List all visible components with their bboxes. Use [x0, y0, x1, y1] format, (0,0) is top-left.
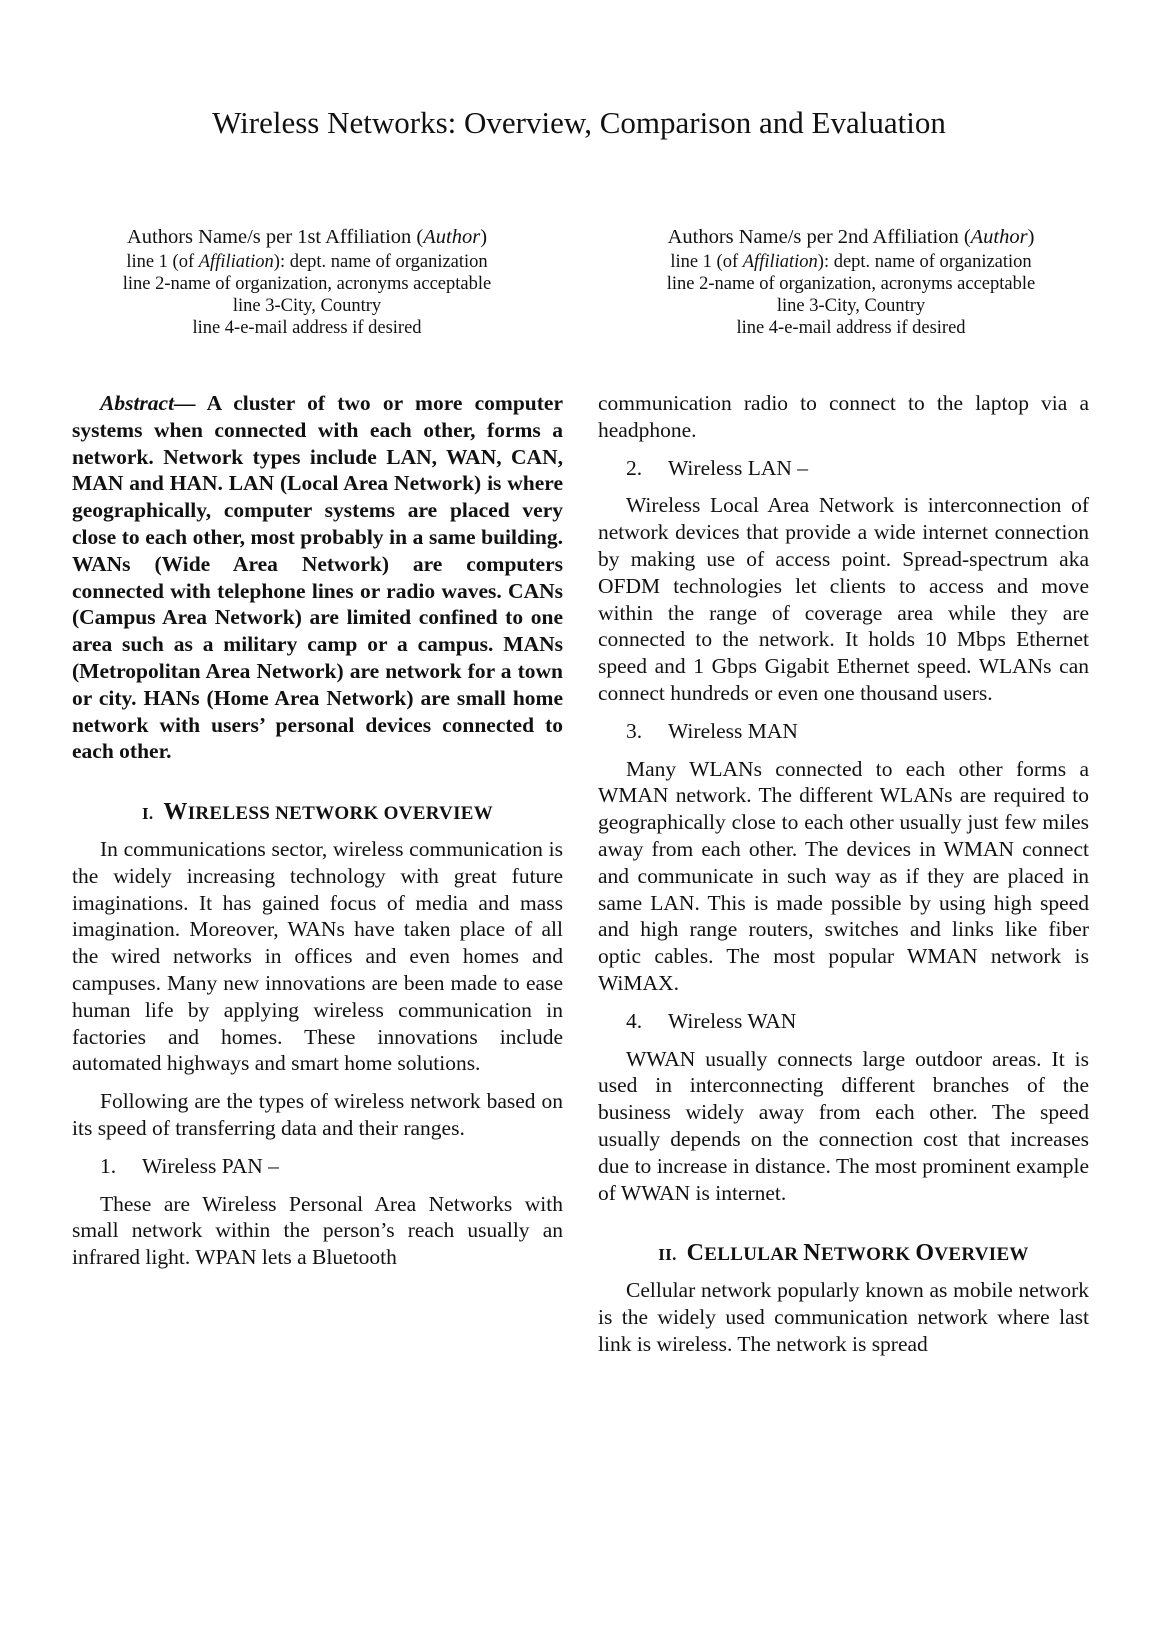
wireless-pan-paragraph: These are Wireless Personal Area Networks with small network within the person’s reach usually an infrared light. WPAN lets a Bluetooth: [72, 1191, 563, 1270]
paper-title: Wireless Networks: Overview, Comparison and Evaluation: [212, 105, 946, 140]
right-column: [598, 390, 1089, 1369]
affiliation-line-1: line 1 (of Affiliation): dept. name of organization: [670, 252, 1032, 272]
list-item-wireless-pan: 1. Wireless PAN –: [100, 1153, 279, 1178]
affiliation-block-2: [636, 226, 1066, 339]
affiliation-line-3: line 3-City, Country: [776, 296, 926, 316]
affiliation-line-1: line 1 (of Affiliation): dept. name of organization: [126, 252, 488, 272]
author-name-line: Authors Name/s per 1st Affiliation (Author): [126, 226, 488, 248]
affiliation-line-2: line 2-name of organization, acronyms acceptable: [666, 274, 1036, 294]
section-heading-1: I. WIRELESS NETWORK OVERVIEW: [141, 799, 494, 826]
affiliation-block-1: [92, 226, 522, 339]
abstract: Abstract— A cluster of two or more computer systems when connected with each other, forms a network. Network types include LAN, WAN, CAN, MAN and HAN. LAN (Local Area Network) is where geographically, computer systems are placed very close to each other, most probably in a same building. WANs (Wide Area Network) are computers connected with telephone lines or radio waves. CANs (Campus Area Network) are limited confined to one area such as a military camp or a campus. MANs (Metropolitan Area Network) are network for a town or city. HANs (Home Area Network) are small home network with users’ personal devices connected to each other.: [72, 391, 563, 764]
section1-paragraph-2: Following are the types of wireless network based on its speed of transferring data and their ranges.: [72, 1089, 563, 1140]
left-column: [72, 390, 563, 1282]
list-item-wireless-man: 3. Wireless MAN: [626, 718, 798, 743]
section2-paragraph-1: Cellular network popularly known as mobile network is the widely used communication network where last link is wireless. The network is spread: [598, 1278, 1089, 1356]
list-item-wireless-wan: 4. Wireless WAN: [626, 1008, 797, 1033]
wireless-lan-paragraph: Wireless Local Area Network is interconnection of network devices that provide a wide internet connection by making use of access point. Spread-spectrum aka OFDM technologies let clients to access and move within the range of coverage area while they are connected to the network. It holds 10 Mbps Ethernet speed and 1 Gbps Gigabit Ethernet speed. WLANs can connect hundreds or even one thousand users.: [598, 493, 1089, 705]
section-heading-2: II. CELLULAR NETWORK OVERVIEW: [658, 1240, 1029, 1267]
affiliation-line-4: line 4-e-mail address if desired: [736, 318, 966, 338]
affiliation-line-4: line 4-e-mail address if desired: [192, 318, 422, 338]
affiliation-line-3: line 3-City, Country: [232, 296, 382, 316]
section1-paragraph-1: In communications sector, wireless communication is the widely increasing technology with great future imaginations. It has gained focus of media and mass imagination. Moreover, WANs have taken place of all the wired networks in offices and even homes and campuses. Many new innovations are been made to ease human life by applying wireless communication in factories and homes. These innovations include automated highways and smart home solutions.: [72, 836, 563, 1076]
affiliation-line-2: line 2-name of organization, acronyms acceptable: [122, 274, 492, 294]
wireless-pan-paragraph-continued: communication radio to connect to the laptop via a headphone.: [598, 391, 1089, 442]
list-item-wireless-lan: 2. Wireless LAN –: [626, 455, 809, 480]
wireless-man-paragraph: Many WLANs connected to each other forms a WMAN network. The different WLANs are required to geographically close to each other usually just few miles away from each other. The devices in WMAN connect and communicate in such way as if they are placed in same LAN. This is made possible by using high speed and high range routers, switches and links like fiber optic cables. The most popular WMAN network is WiMAX.: [598, 756, 1089, 995]
author-name-line: Authors Name/s per 2nd Affiliation (Author): [667, 226, 1035, 248]
wireless-wan-paragraph: WWAN usually connects large outdoor areas. It is used in interconnecting different branches of the business widely away from each other. The speed usually depends on the connection cost that increases due to increase in distance. The most prominent example of WWAN is internet.: [598, 1046, 1089, 1205]
